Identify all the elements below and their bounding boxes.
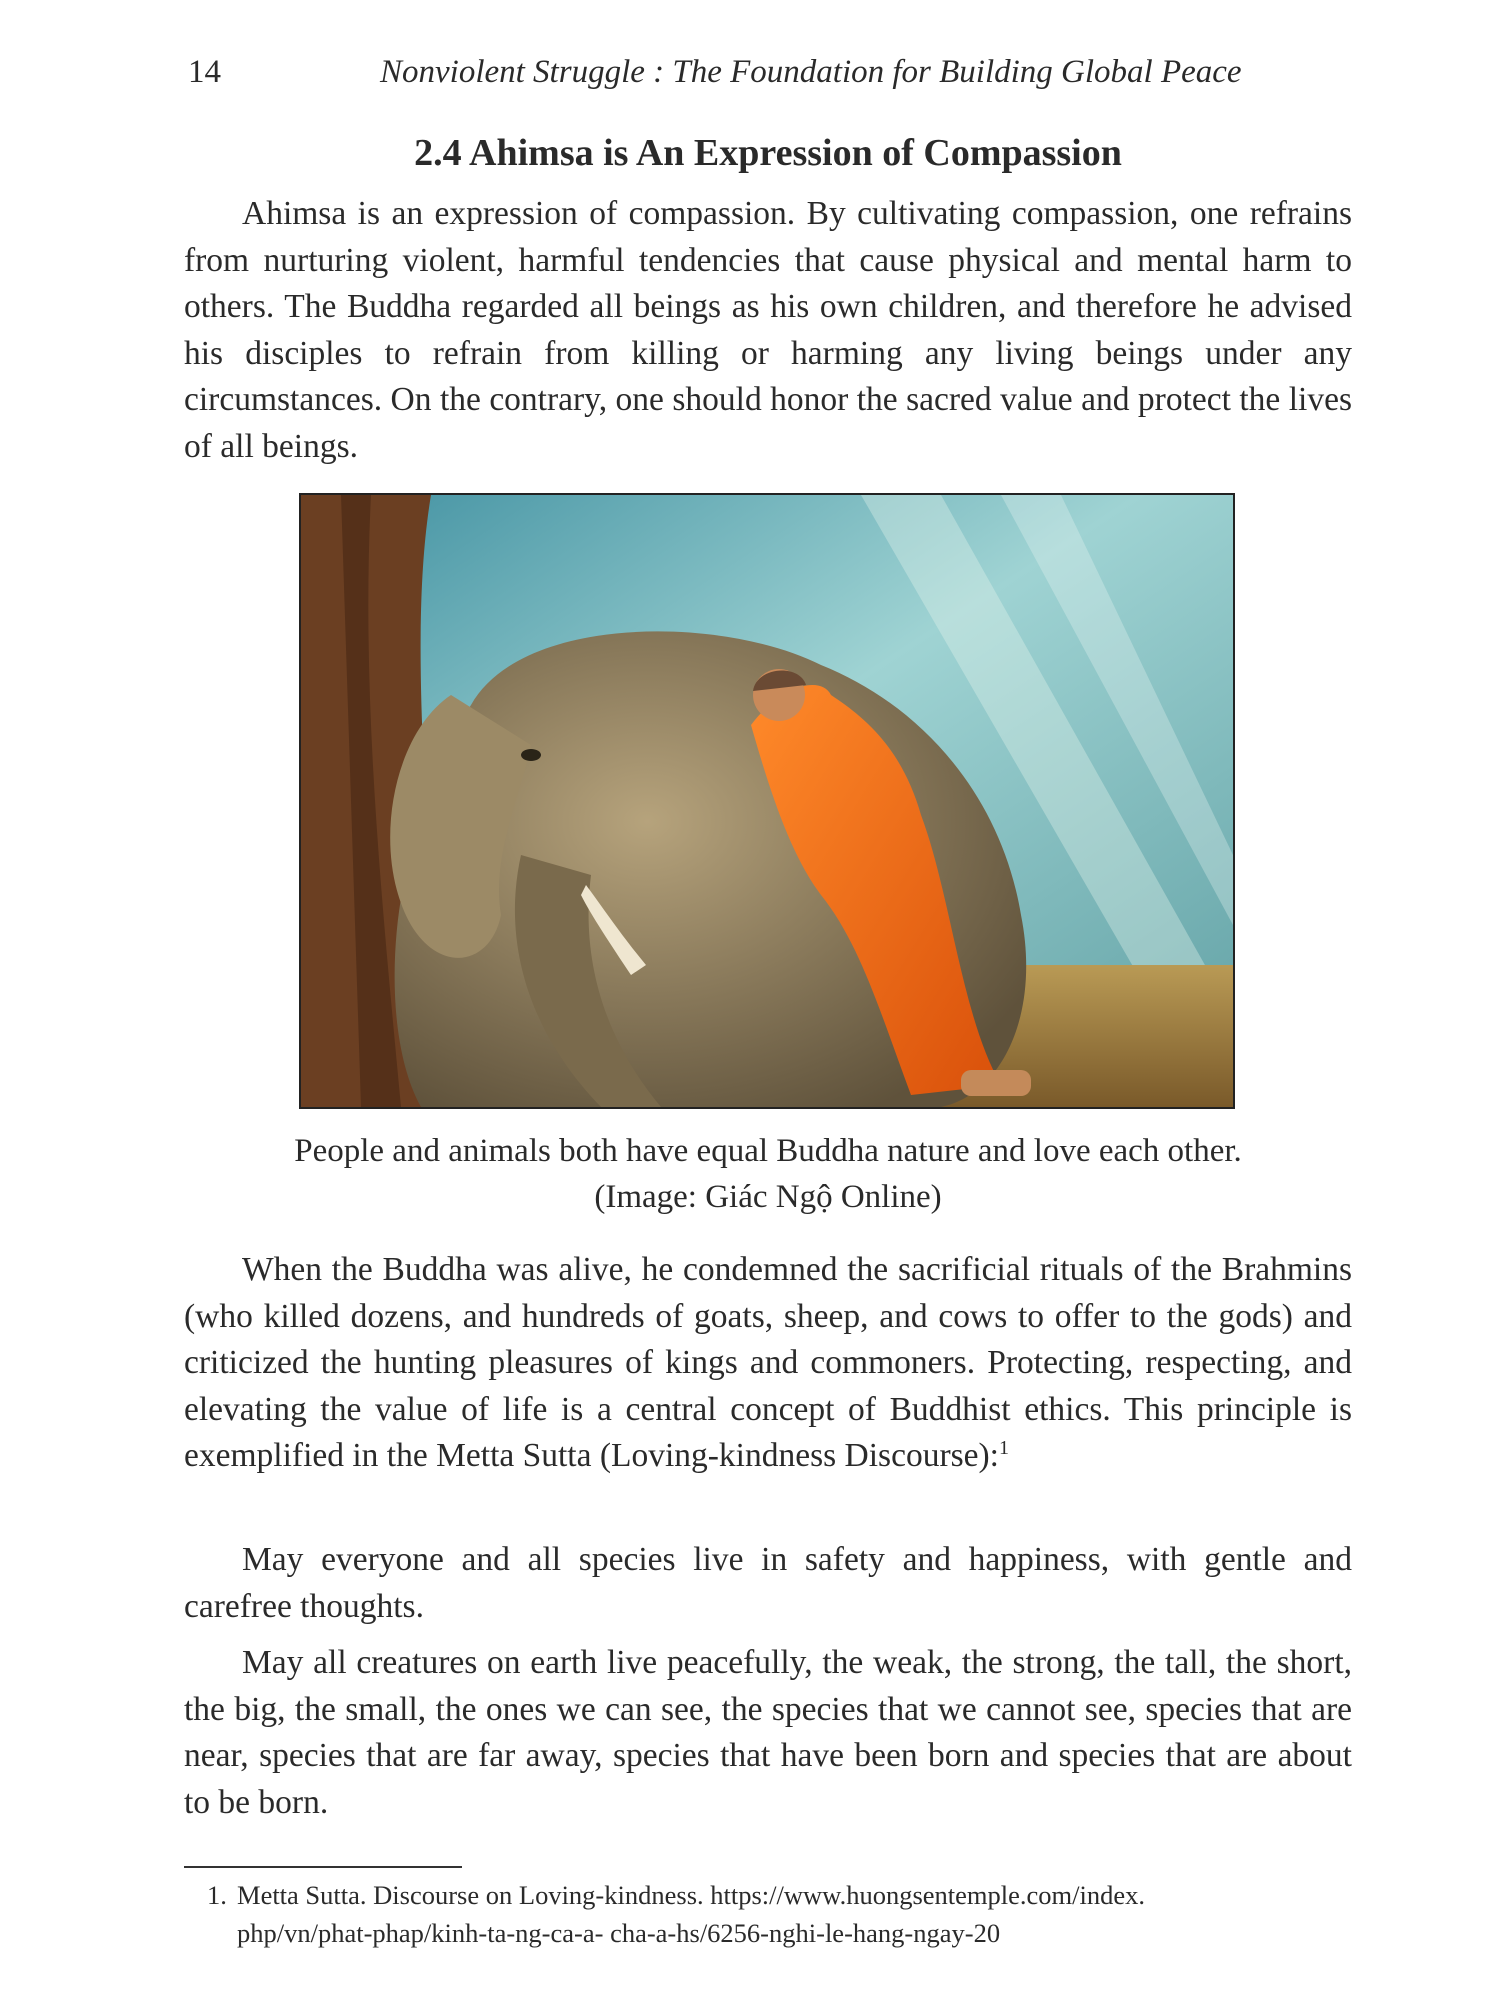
footnote-text-continued[interactable]: php/vn/phat-phap/kinh-ta-ng-ca-a- cha-a-hs/6256-nghi-le-hang-ngay-20 (237, 1918, 1001, 1948)
footnote-number: 1. (207, 1880, 227, 1910)
footnote-marker[interactable]: 1 (999, 1436, 1009, 1459)
body-paragraph-text: When the Buddha was alive, he condemned the sacrificial rituals of the Brahmins (who killed dozens, and hundreds of goats, sheep, and cows to offer to the gods) and criticized the hunting pleasures of kings and commoners. Protecting, respecting, and elevating the value of life is a central concept of Buddhist ethics. This principle is exemplified in the Metta Sutta (Loving-kindness Discourse): (184, 1251, 1352, 1474)
footnote-divider (184, 1866, 462, 1868)
figure-caption (184, 1128, 1352, 1220)
body-paragraph: Ahimsa is an expression of compassion. By cultivating compassion, one refrains from nurturing violent, harmful tendencies that cause physical and mental harm to others. The Buddha regarded all beings as his own children, and therefore he advised his disciples to refrain from killing or harming any living beings under any circumstances. On the contrary, one should honor the sacred value and protect the lives of all beings. (184, 195, 1352, 465)
footnote-text[interactable]: Metta Sutta. Discourse on Loving-kindness. https://www.huongsentemple.com/index. (237, 1880, 1146, 1910)
running-head: Nonviolent Struggle : The Foundation for Building Global Peace (380, 54, 1242, 90)
caption-text: People and animals both have equal Buddha nature and love each other. (294, 1133, 1242, 1169)
section-title: 2.4 Ahimsa is An Expression of Compassion (414, 132, 1122, 174)
figure-photo (299, 493, 1235, 1109)
body-paragraph: May everyone and all species live in safety and happiness, with gentle and carefree thoughts. (184, 1541, 1352, 1625)
page-number: 14 (188, 54, 221, 90)
body-paragraph: May all creatures on earth live peacefully, the weak, the strong, the tall, the short, the big, the small, the ones we can see, the species that we cannot see, species that are near, species that are far away, species that have been born and species that are about to be born. (184, 1644, 1352, 1821)
footnote (207, 1876, 1352, 1952)
caption-credit: (Image: Giác Ngộ Online) (594, 1179, 942, 1215)
body-paragraph (184, 1247, 1352, 1480)
monk-and-elephant-illustration (301, 495, 1233, 1107)
